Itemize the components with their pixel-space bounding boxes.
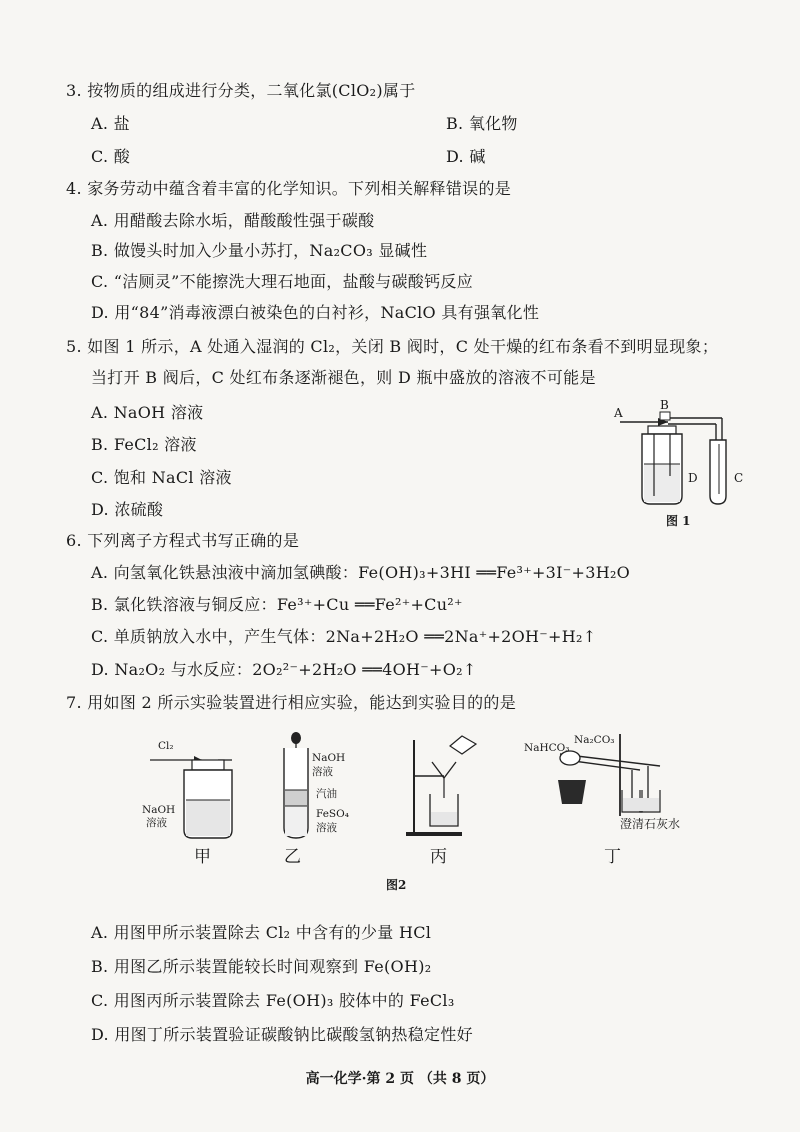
q6-option-a: A. 向氢氧化铁悬浊液中滴加氢碘酸：Fe(OH)₃+3HI ══Fe³⁺+3I⁻+3H₂O xyxy=(91,563,631,582)
figure-1-label-b: B xyxy=(660,398,669,412)
question-7-stem: 7. 用如图 2 所示实验装置进行相应实验，能达到实验目的的是 xyxy=(66,693,517,712)
ding-na2co3-label: Na₂CO₃ xyxy=(574,734,615,746)
q3-option-d: D. 碱 xyxy=(446,147,486,166)
apparatus-label-yi: 乙 xyxy=(284,847,301,867)
ding-limewater-label: 澄清石灰水 xyxy=(620,817,681,831)
q5-option-c: C. 饱和 NaCl 溶液 xyxy=(91,468,232,487)
q4-option-c: C. “洁厕灵”不能擦洗大理石地面，盐酸与碳酸钙反应 xyxy=(91,272,474,291)
q6-option-b: B. 氯化铁溶液与铜反应：Fe³⁺+Cu ══Fe²⁺+Cu²⁺ xyxy=(91,595,463,614)
apparatus-label-bing: 丙 xyxy=(430,847,447,867)
q4-option-d: D. 用“84”消毒液漂白被染色的白衬衫，NaClO 具有强氧化性 xyxy=(91,303,540,322)
apparatus-label-ding: 丁 xyxy=(604,847,621,867)
apparatus-bing xyxy=(404,732,484,842)
figure-1-caption: 图 1 xyxy=(666,514,691,528)
q5-option-a: A. NaOH 溶液 xyxy=(91,403,204,422)
q6-option-d: D. Na₂O₂ 与水反应：2O₂²⁻+2H₂O ══4OH⁻+O₂↑ xyxy=(91,660,477,679)
q7-option-a: A. 用图甲所示装置除去 Cl₂ 中含有的少量 HCl xyxy=(91,923,432,942)
q4-option-a: A. 用醋酸去除水垢，醋酸酸性强于碳酸 xyxy=(91,211,375,230)
q5-option-b: B. FeCl₂ 溶液 xyxy=(91,435,197,454)
jia-naoh-label-2: 溶液 xyxy=(146,817,167,829)
apparatus-label-jia: 甲 xyxy=(194,847,211,867)
q7-option-b: B. 用图乙所示装置能较长时间观察到 Fe(OH)₂ xyxy=(91,957,432,976)
q6-option-c: C. 单质钠放入水中，产生气体：2Na+2H₂O ══2Na⁺+2OH⁻+H₂↑ xyxy=(91,627,597,646)
question-5-stem-1: 5. 如图 1 所示，A 处通入湿润的 Cl₂，关闭 B 阀时，C 处干燥的红布条看不到明显现象； xyxy=(66,337,719,356)
figure-1-label-a: A xyxy=(614,406,623,420)
q3-option-b: B. 氧化物 xyxy=(446,114,518,133)
q4-option-b: B. 做馒头时加入少量小苏打，Na₂CO₃ 显碱性 xyxy=(91,241,428,260)
q7-option-c: C. 用图丙所示装置除去 Fe(OH)₃ 胶体中的 FeCl₃ xyxy=(91,991,455,1010)
q3-option-a: A. 盐 xyxy=(91,114,130,133)
ding-nahco3-label: NaHCO₃ xyxy=(524,742,570,754)
question-6-stem: 6. 下列离子方程式书写正确的是 xyxy=(66,531,300,550)
figure-2-caption: 图2 xyxy=(386,878,407,892)
question-5-stem-2: 当打开 B 阀后，C 处红布条逐渐褪色，则 D 瓶中盛放的溶液不可能是 xyxy=(91,368,596,387)
figure-1-apparatus xyxy=(612,404,772,514)
jia-cl2-label: Cl₂ xyxy=(158,740,174,752)
apparatus-jia xyxy=(150,738,250,848)
question-3-stem: 3. 按物质的组成进行分类，二氧化氯(ClO₂)属于 xyxy=(66,81,416,100)
figure-1-label-d: D xyxy=(688,471,698,485)
yi-feso4-label-1: FeSO₄ xyxy=(316,808,349,820)
yi-feso4-label-2: 溶液 xyxy=(316,822,337,834)
yi-naoh-label-1: NaOH xyxy=(312,752,346,764)
q5-option-d: D. 浓硫酸 xyxy=(91,500,164,519)
page-footer: 高一化学·第 2 页 （共 8 页） xyxy=(305,1071,495,1087)
question-4-stem: 4. 家务劳动中蕴含着丰富的化学知识。下列相关解释错误的是 xyxy=(66,179,512,198)
yi-gasoline-label: 汽油 xyxy=(316,788,337,800)
yi-naoh-label-2: 溶液 xyxy=(312,766,333,778)
jia-naoh-label-1: NaOH xyxy=(142,804,176,816)
q3-option-c: C. 酸 xyxy=(91,147,131,166)
figure-1-label-c: C xyxy=(734,471,744,485)
apparatus-yi xyxy=(276,730,316,842)
q7-option-d: D. 用图丁所示装置验证碳酸钠比碳酸氢钠热稳定性好 xyxy=(91,1025,473,1044)
